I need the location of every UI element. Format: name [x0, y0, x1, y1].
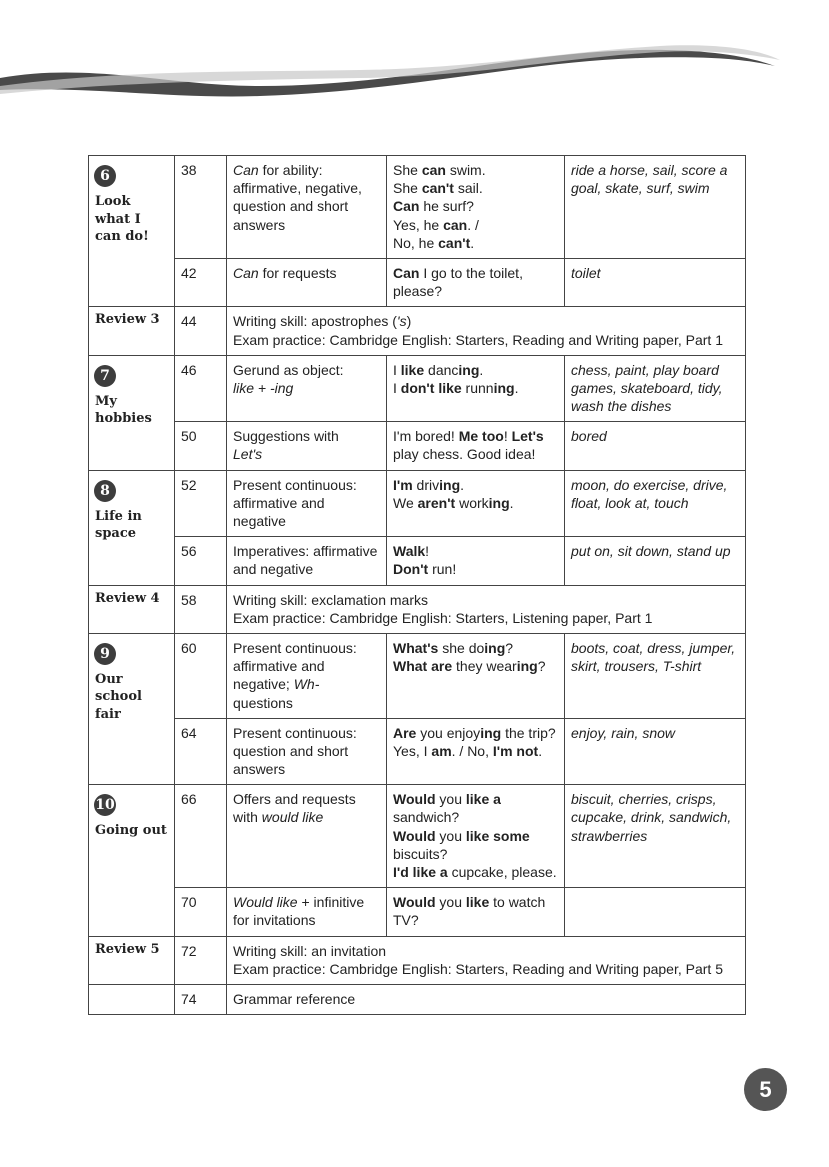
text-run: Present continuous: affirmative and negative	[233, 476, 357, 529]
text-run: like	[465, 894, 490, 911]
grammar-cell	[227, 470, 387, 537]
text-run: What's	[393, 639, 439, 656]
page-cell: 70	[175, 888, 227, 936]
text-run: they wear	[452, 658, 517, 675]
unit-10-row	[89, 888, 746, 936]
text-run: Grammar reference	[233, 990, 356, 1007]
text-run: run!	[428, 561, 457, 578]
review-label: Review 3	[89, 307, 175, 355]
text-run: danc	[424, 361, 459, 378]
examples-cell	[387, 422, 565, 470]
text-run: aren't	[417, 494, 456, 511]
review-row	[89, 585, 746, 633]
unit-9-row	[89, 633, 746, 718]
text-line	[233, 960, 739, 978]
unit-9-row	[89, 718, 746, 785]
text-run: ing	[484, 639, 506, 656]
text-run: cupcake, please.	[447, 864, 557, 880]
vocabulary-cell: biscuit, cherries, crisps, cupcake, drink, sandwich, strawberries	[565, 785, 746, 888]
text-run: .	[479, 361, 484, 378]
vocabulary-cell: put on, sit down, stand up	[565, 537, 746, 585]
page-cell: 50	[175, 422, 227, 470]
text-run: Present continuous: question and short answers	[233, 724, 357, 778]
contents-table	[88, 155, 746, 1015]
text-run: can	[421, 162, 446, 178]
text-run: .	[509, 494, 514, 511]
text-run: Would	[393, 827, 436, 844]
text-run: like + -ing	[233, 379, 294, 396]
text-run: am	[431, 742, 452, 759]
grammar-cell	[227, 258, 387, 306]
text-run: you enjoy	[416, 724, 481, 741]
text-run: Would	[393, 894, 436, 911]
text-line	[233, 264, 380, 282]
text-run: Wh-	[293, 676, 320, 693]
vocabulary-cell	[565, 888, 746, 936]
text-line	[233, 161, 380, 234]
unit-8-row	[89, 470, 746, 537]
text-run: I'm bored!	[393, 428, 459, 445]
text-run: She	[393, 162, 422, 178]
review-row	[89, 984, 746, 1014]
text-run: . /	[467, 216, 479, 233]
text-line	[393, 379, 558, 397]
text-line	[393, 179, 558, 197]
unit-cell	[89, 470, 175, 585]
text-line	[393, 724, 558, 742]
vocabulary-cell: bored	[565, 422, 746, 470]
page-cell: 56	[175, 537, 227, 585]
text-run: I'm not	[492, 742, 539, 759]
text-line	[393, 264, 558, 300]
review-content	[227, 936, 746, 984]
page-cell: 38	[175, 156, 227, 259]
unit-cell	[89, 785, 175, 936]
examples-cell	[387, 785, 565, 888]
text-line	[233, 724, 380, 779]
grammar-cell	[227, 156, 387, 259]
unit-cell	[89, 355, 175, 470]
text-run: .	[470, 234, 475, 251]
text-line	[233, 609, 739, 627]
examples-cell	[387, 633, 565, 718]
unit-7-row	[89, 355, 746, 422]
text-line	[393, 863, 558, 881]
text-run: What are	[393, 658, 453, 675]
text-run: you	[435, 894, 466, 911]
text-run: can	[443, 216, 468, 233]
review-content	[227, 307, 746, 355]
text-line	[233, 591, 739, 609]
review-label: Review 5	[89, 936, 175, 984]
text-run: .	[460, 476, 465, 493]
text-run: ing	[493, 379, 515, 396]
text-line	[393, 161, 558, 179]
text-line	[233, 476, 380, 531]
examples-cell	[387, 355, 565, 422]
text-line	[393, 197, 558, 215]
text-line	[393, 427, 558, 463]
text-run: Exam practice: Cambridge English: Starters, Reading and Writing paper, Part 5	[233, 960, 723, 977]
text-line	[393, 639, 558, 657]
text-run: Offers and requests with	[233, 791, 356, 826]
text-line	[233, 542, 380, 578]
text-line	[233, 427, 380, 445]
unit-6-row	[89, 258, 746, 306]
text-run: she do	[438, 639, 485, 656]
text-run: runn	[461, 379, 494, 396]
text-line	[393, 827, 558, 863]
text-run: I'd like a	[393, 864, 448, 880]
text-run: Can	[233, 162, 259, 178]
vocabulary-cell: chess, paint, play board games, skateboard, tidy, wash the dishes	[565, 355, 746, 422]
examples-cell	[387, 470, 565, 537]
text-run: Exam practice: Cambridge English: Starters, Listening paper, Part 1	[233, 609, 653, 626]
text-run: No, he	[393, 234, 439, 251]
text-run: sandwich?	[393, 809, 460, 826]
unit-8-row	[89, 537, 746, 585]
unit-number-icon: 9	[94, 643, 116, 665]
review-label	[89, 984, 175, 1014]
text-run: to watch TV?	[393, 894, 546, 929]
text-run: Present continuous: affirmative and negative;	[233, 639, 357, 693]
page-cell: 64	[175, 718, 227, 785]
unit-7-row	[89, 422, 746, 470]
text-run: like some	[465, 827, 530, 844]
text-run: .	[514, 379, 519, 396]
text-line	[233, 445, 380, 463]
text-line	[393, 742, 558, 760]
text-run: sail.	[453, 180, 483, 197]
text-run: Can	[393, 264, 420, 281]
text-run: !	[425, 543, 430, 560]
unit-cell	[89, 633, 175, 784]
text-line	[393, 542, 558, 560]
text-run: questions	[233, 694, 293, 711]
text-run: Walk	[393, 543, 426, 560]
text-line	[393, 893, 558, 929]
text-line	[233, 893, 380, 929]
grammar-cell	[227, 888, 387, 936]
vocabulary-cell: ride a horse, sail, score a goal, skate, surf, swim	[565, 156, 746, 259]
review-content	[227, 984, 746, 1014]
text-run: you	[435, 791, 466, 808]
text-run: ing	[458, 361, 480, 378]
vocabulary-cell: enjoy, rain, snow	[565, 718, 746, 785]
text-run: I	[393, 379, 401, 396]
text-run: Yes, I	[393, 742, 432, 759]
vocabulary-cell: toilet	[565, 258, 746, 306]
text-run: We	[393, 494, 418, 511]
page-cell: 72	[175, 936, 227, 984]
unit-10-row	[89, 785, 746, 888]
text-line	[233, 361, 380, 379]
text-line	[233, 790, 380, 826]
page-cell: 66	[175, 785, 227, 888]
text-run: . / No,	[451, 742, 493, 759]
page-cell: 42	[175, 258, 227, 306]
text-run: can't	[438, 234, 471, 251]
text-run: She	[393, 180, 422, 197]
text-run: Imperatives: affirmative and negative	[233, 543, 378, 578]
text-run: Would	[393, 791, 436, 808]
text-run: driv	[412, 476, 440, 493]
text-line	[393, 494, 558, 512]
text-run: work	[455, 494, 489, 511]
vocabulary-cell: boots, coat, dress, jumper, skirt, trousers, T-shirt	[565, 633, 746, 718]
text-run: .	[538, 742, 543, 759]
review-label: Review 4	[89, 585, 175, 633]
unit-number-icon: 6	[94, 165, 116, 187]
examples-cell	[387, 537, 565, 585]
text-line	[393, 476, 558, 494]
unit-cell	[89, 156, 175, 307]
review-row	[89, 307, 746, 355]
text-run: I go to the toilet, please?	[393, 264, 523, 300]
text-line	[393, 361, 558, 379]
text-run: Writing skill: exclamation marks	[233, 591, 429, 608]
text-run: can't	[421, 180, 454, 197]
header-swoosh	[0, 0, 829, 110]
grammar-cell	[227, 785, 387, 888]
text-run: for ability: affirmative, negative, question and short answers	[233, 162, 362, 233]
text-run: Let's	[233, 446, 263, 463]
review-content	[227, 585, 746, 633]
unit-number-icon: 7	[94, 365, 116, 387]
text-run: for requests	[258, 264, 337, 281]
text-run: ing	[488, 494, 510, 511]
text-line	[393, 216, 558, 234]
text-run: you	[435, 827, 466, 844]
grammar-cell	[227, 537, 387, 585]
text-run: Suggestions with	[233, 428, 339, 445]
unit-number-icon: 8	[94, 480, 116, 502]
text-run: !	[503, 428, 512, 445]
text-run: like a	[465, 791, 501, 808]
text-run: ?	[505, 639, 514, 656]
grammar-cell	[227, 355, 387, 422]
text-run: Can	[393, 198, 420, 215]
text-run: Me too	[458, 428, 504, 445]
unit-title: Going out	[95, 823, 167, 839]
text-run: play chess. Good idea!	[393, 446, 536, 463]
text-line	[233, 312, 739, 330]
unit-title: Our school fair	[95, 671, 142, 723]
text-run: ing	[516, 658, 538, 675]
page-cell: 44	[175, 307, 227, 355]
vocabulary-cell: moon, do exercise, drive, float, look at, touch	[565, 470, 746, 537]
text-run: like	[400, 361, 425, 378]
text-run: ?	[537, 658, 546, 675]
text-run: Let's	[511, 428, 544, 445]
text-run: Are	[393, 724, 417, 741]
text-line	[233, 379, 380, 397]
grammar-cell	[227, 422, 387, 470]
text-line	[233, 942, 739, 960]
page-cell: 74	[175, 984, 227, 1014]
text-line	[393, 657, 558, 675]
examples-cell	[387, 258, 565, 306]
text-run: I'm	[393, 476, 413, 493]
text-run: + infinitive for invitations	[233, 894, 365, 929]
text-run: Don't	[393, 561, 429, 578]
page-cell: 46	[175, 355, 227, 422]
unit-6-row	[89, 156, 746, 259]
review-row	[89, 936, 746, 984]
text-run: Would like	[233, 894, 298, 911]
text-run: Exam practice: Cambridge English: Starters, Reading and Writing paper, Part 1	[233, 331, 723, 348]
text-run: he surf?	[419, 198, 474, 215]
examples-cell	[387, 718, 565, 785]
text-run: 's	[396, 313, 407, 330]
text-line	[233, 990, 739, 1008]
page-cell: 52	[175, 470, 227, 537]
text-line	[393, 790, 558, 826]
examples-cell	[387, 888, 565, 936]
text-run: ing	[480, 724, 502, 741]
text-run: the trip?	[501, 724, 556, 741]
text-run: Writing skill: apostrophes (	[233, 313, 397, 330]
unit-number-icon: 10	[94, 794, 116, 816]
examples-cell	[387, 156, 565, 259]
unit-title: Look what I can do!	[95, 194, 149, 245]
text-run: swim.	[445, 162, 486, 178]
text-line	[233, 639, 380, 712]
unit-title: Life in space	[95, 508, 142, 542]
text-run: )	[406, 313, 412, 330]
page-cell: 60	[175, 633, 227, 718]
text-run: biscuits?	[393, 845, 448, 862]
text-line	[393, 234, 558, 252]
grammar-cell	[227, 633, 387, 718]
text-line	[393, 560, 558, 578]
text-run: Gerund as object:	[233, 361, 344, 378]
text-run: don't like	[400, 379, 462, 396]
text-line	[233, 331, 739, 349]
unit-title: My hobbies	[95, 393, 152, 427]
text-run: ing	[439, 476, 461, 493]
text-run: Can	[233, 264, 259, 281]
text-run: I	[393, 361, 401, 378]
page-cell: 58	[175, 585, 227, 633]
page-number-badge: 5	[744, 1068, 787, 1111]
text-run: would like	[261, 809, 324, 826]
text-run: Yes, he	[393, 216, 444, 233]
grammar-cell	[227, 718, 387, 785]
text-run: Writing skill: an invitation	[233, 942, 387, 959]
